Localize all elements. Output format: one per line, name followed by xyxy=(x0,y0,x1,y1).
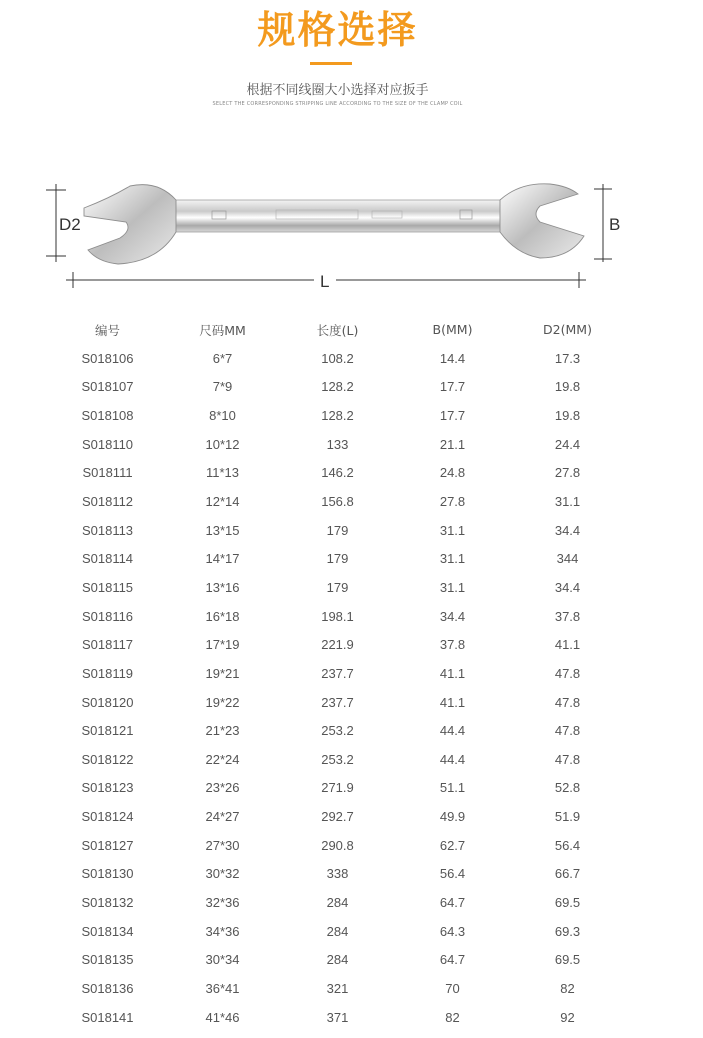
table-row xyxy=(50,716,625,745)
page-title: 规格选择 xyxy=(257,8,418,52)
length-l-cell: 253.2 xyxy=(321,723,354,739)
d2-label: D2 xyxy=(59,215,81,234)
part-number-cell: S018114 xyxy=(81,551,134,567)
part-number-cell: S018113 xyxy=(81,522,134,538)
subtitle: 根据不同线圈大小选择对应扳手 xyxy=(246,83,429,98)
length-l-cell: 179 xyxy=(326,579,349,595)
b-mm-cell: 56.4 xyxy=(439,866,466,882)
table-row xyxy=(50,630,625,659)
table-row xyxy=(50,659,625,688)
part-number-cell: S018123 xyxy=(81,780,134,796)
size-mm-cell: 11*13 xyxy=(205,465,239,481)
table-row xyxy=(50,544,625,573)
column-header: 编号 xyxy=(94,322,120,338)
size-mm-cell: 30*32 xyxy=(205,866,240,882)
size-mm-cell: 14*17 xyxy=(205,551,240,567)
length-l-cell: 108.2 xyxy=(321,350,354,366)
part-number-cell: S018111 xyxy=(82,465,133,481)
wrench-icon xyxy=(84,184,584,264)
d2-mm-cell: 34.4 xyxy=(554,522,581,538)
length-l-cell: 128.2 xyxy=(321,408,354,424)
length-l-cell: 292.7 xyxy=(321,809,354,825)
size-mm-cell: 30*34 xyxy=(205,952,240,968)
d2-mm-cell: 344 xyxy=(556,551,579,567)
size-mm-cell: 19*21 xyxy=(205,665,240,681)
length-l-cell: 271.9 xyxy=(321,780,354,796)
b-mm-cell: 17.7 xyxy=(439,408,466,424)
length-l-cell: 146.2 xyxy=(321,465,354,481)
size-mm-cell: 32*36 xyxy=(205,894,240,910)
d2-mm-cell: 69.5 xyxy=(554,894,581,910)
size-mm-cell: 41*46 xyxy=(205,1009,240,1025)
size-mm-cell: 17*19 xyxy=(205,637,240,653)
d2-mm-cell: 47.8 xyxy=(554,694,581,710)
table-row xyxy=(50,888,625,917)
size-mm-cell: 6*7 xyxy=(212,350,233,366)
length-l-cell: 321 xyxy=(326,980,349,996)
part-number-cell: S018117 xyxy=(81,637,134,653)
b-mm-cell: 51.1 xyxy=(439,780,466,796)
table-row xyxy=(50,774,625,803)
b-mm-cell: 49.9 xyxy=(439,809,466,825)
l-label: L xyxy=(320,272,330,291)
length-l-cell: 371 xyxy=(326,1009,349,1025)
size-mm-cell: 12*14 xyxy=(205,494,240,510)
table-row xyxy=(50,430,625,459)
d2-mm-cell: 47.8 xyxy=(554,723,581,739)
b-mm-cell: 44.4 xyxy=(439,751,466,767)
b-mm-cell: 41.1 xyxy=(439,694,466,710)
table-row xyxy=(50,401,625,430)
table-row xyxy=(50,516,625,545)
table-row xyxy=(50,945,625,974)
d2-mm-cell: 17.3 xyxy=(554,350,581,366)
size-mm-cell: 13*15 xyxy=(205,522,240,538)
part-number-cell: S018122 xyxy=(81,751,134,767)
part-number-cell: S018132 xyxy=(81,894,134,910)
d2-mm-cell: 66.7 xyxy=(554,866,581,882)
length-l-cell: 198.1 xyxy=(321,608,354,624)
d2-mm-cell: 34.4 xyxy=(554,579,581,595)
b-label: B xyxy=(609,215,621,234)
d2-mm-cell: 51.9 xyxy=(554,809,581,825)
b-mm-cell: 17.7 xyxy=(439,379,466,395)
size-mm-cell: 34*36 xyxy=(205,923,240,939)
b-mm-cell: 31.1 xyxy=(439,551,466,567)
length-l-cell: 284 xyxy=(326,894,349,910)
table-row xyxy=(50,487,625,516)
b-mm-cell: 31.1 xyxy=(439,522,466,538)
b-mm-cell: 37.8 xyxy=(439,637,466,653)
part-number-cell: S018106 xyxy=(81,350,134,366)
length-l-cell: 284 xyxy=(326,952,349,968)
column-header: D2(MM) xyxy=(543,322,592,337)
part-number-cell: S018115 xyxy=(81,579,134,595)
part-number-cell: S018136 xyxy=(81,980,134,996)
column-header: 长度(L) xyxy=(316,322,359,338)
b-mm-cell: 64.7 xyxy=(439,952,466,968)
d2-mm-cell: 92 xyxy=(560,1009,575,1025)
length-l-cell: 179 xyxy=(326,551,349,567)
table-row xyxy=(50,373,625,402)
size-mm-cell: 21*23 xyxy=(205,723,240,739)
length-l-cell: 221.9 xyxy=(321,637,354,653)
d2-mm-cell: 82 xyxy=(560,980,575,996)
length-l-cell: 156.8 xyxy=(321,494,354,510)
part-number-cell: S018116 xyxy=(81,608,134,624)
table-row xyxy=(50,688,625,717)
size-mm-cell: 16*18 xyxy=(205,608,240,624)
length-l-cell: 253.2 xyxy=(321,751,354,767)
length-l-cell: 237.7 xyxy=(321,694,354,710)
d2-mm-cell: 19.8 xyxy=(554,408,581,424)
b-mm-cell: 62.7 xyxy=(439,837,466,853)
d2-mm-cell: 47.8 xyxy=(554,751,581,767)
part-number-cell: S018124 xyxy=(81,809,134,825)
table-row xyxy=(50,917,625,946)
part-number-cell: S018141 xyxy=(81,1009,134,1025)
size-mm-cell: 19*22 xyxy=(205,694,240,710)
part-number-cell: S018107 xyxy=(81,379,134,395)
part-number-cell: S018120 xyxy=(81,694,134,710)
table-row xyxy=(50,573,625,602)
part-number-cell: S018135 xyxy=(81,952,134,968)
d2-mm-cell: 41.1 xyxy=(554,637,581,653)
size-mm-cell: 23*26 xyxy=(205,780,240,796)
table-body xyxy=(50,344,625,1031)
length-l-cell: 284 xyxy=(326,923,349,939)
d2-mm-cell: 69.5 xyxy=(554,952,581,968)
part-number-cell: S018134 xyxy=(81,923,134,939)
d2-mm-cell: 37.8 xyxy=(554,608,581,624)
part-number-cell: S018130 xyxy=(81,866,134,882)
b-mm-cell: 70 xyxy=(445,980,460,996)
size-mm-cell: 7*9 xyxy=(212,379,233,395)
d2-mm-cell: 19.8 xyxy=(554,379,581,395)
size-mm-cell: 22*24 xyxy=(205,751,240,767)
subtitle-english: SELECT THE CORRESPONDING STRIPPING LINE ACCORDING TO THE SIZE OF THE CLAMP COIL xyxy=(212,101,463,107)
part-number-cell: S018112 xyxy=(81,494,134,510)
table-row xyxy=(50,1003,625,1032)
b-mm-cell: 24.8 xyxy=(439,465,466,481)
table-row xyxy=(50,974,625,1003)
table-row xyxy=(50,860,625,889)
part-number-cell: S018119 xyxy=(81,665,134,681)
length-l-cell: 179 xyxy=(326,522,349,538)
table-row xyxy=(50,831,625,860)
title-underline xyxy=(310,62,352,65)
b-mm-cell: 27.8 xyxy=(439,494,466,510)
b-mm-cell: 31.1 xyxy=(439,579,466,595)
size-mm-cell: 10*12 xyxy=(205,436,240,452)
size-mm-cell: 24*27 xyxy=(205,809,240,825)
d2-mm-cell: 31.1 xyxy=(554,494,581,510)
b-mm-cell: 21.1 xyxy=(439,436,466,452)
part-number-cell: S018108 xyxy=(81,408,134,424)
part-number-cell: S018121 xyxy=(81,723,134,739)
b-mm-cell: 41.1 xyxy=(439,665,466,681)
d2-mm-cell: 27.8 xyxy=(554,465,581,481)
d2-mm-cell: 56.4 xyxy=(554,837,581,853)
part-number-cell: S018110 xyxy=(81,436,134,452)
table-row xyxy=(50,459,625,488)
length-l-cell: 237.7 xyxy=(321,665,354,681)
table-header-row xyxy=(50,315,625,344)
b-mm-cell: 34.4 xyxy=(439,608,466,624)
column-header: 尺码MM xyxy=(199,322,246,338)
size-mm-cell: 13*16 xyxy=(205,579,240,595)
d2-mm-cell: 52.8 xyxy=(554,780,581,796)
d2-mm-cell: 24.4 xyxy=(554,436,581,452)
length-l-cell: 338 xyxy=(326,866,349,882)
part-number-cell: S018127 xyxy=(81,837,134,853)
b-mm-cell: 14.4 xyxy=(439,350,466,366)
table-row xyxy=(50,602,625,631)
table-row xyxy=(50,802,625,831)
d2-mm-cell: 47.8 xyxy=(554,665,581,681)
table-row xyxy=(50,344,625,373)
b-mm-cell: 82 xyxy=(445,1009,460,1025)
d2-mm-cell: 69.3 xyxy=(554,923,581,939)
b-mm-cell: 64.7 xyxy=(439,894,466,910)
size-mm-cell: 27*30 xyxy=(205,837,240,853)
length-l-cell: 290.8 xyxy=(321,837,354,853)
b-mm-cell: 44.4 xyxy=(439,723,466,739)
length-l-cell: 133 xyxy=(326,436,349,452)
size-mm-cell: 8*10 xyxy=(209,408,236,424)
b-mm-cell: 64.3 xyxy=(439,923,466,939)
column-header: B(MM) xyxy=(432,322,473,337)
wrench-dimension-diagram xyxy=(0,170,703,300)
length-l-cell: 128.2 xyxy=(321,379,354,395)
spec-table xyxy=(50,315,625,1031)
size-mm-cell: 36*41 xyxy=(205,980,240,996)
table-row xyxy=(50,745,625,774)
